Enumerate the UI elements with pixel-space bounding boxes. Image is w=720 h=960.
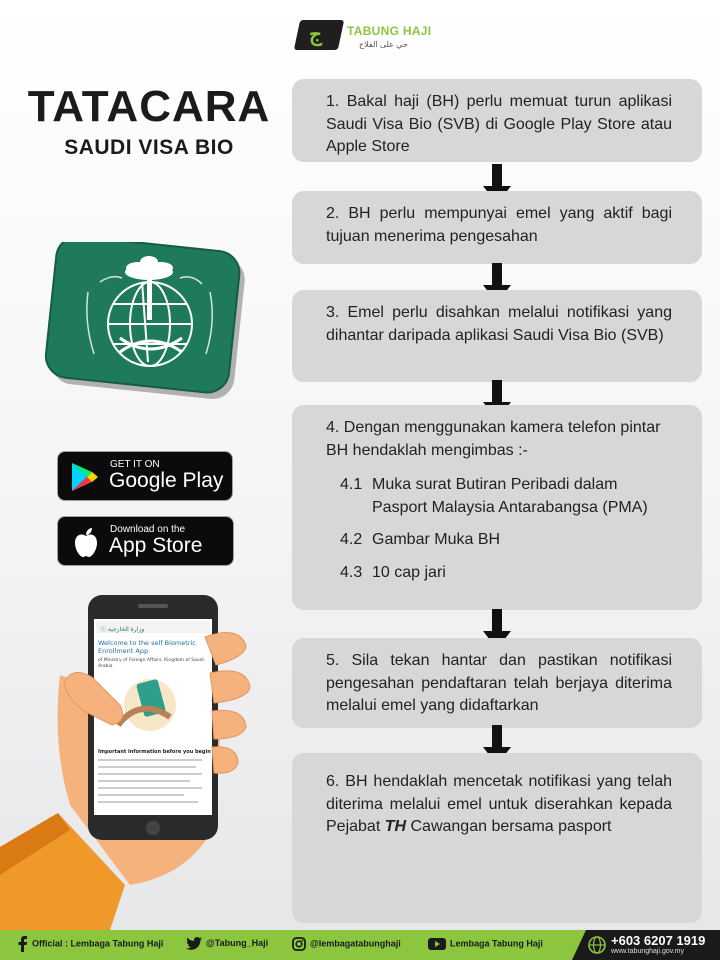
footer-facebook[interactable] [18, 936, 163, 952]
step-4-item-number: 4.3 [340, 563, 363, 581]
brand-name: TABUNG HAJI [347, 24, 432, 38]
footer-website[interactable]: www.tabunghaji.gov.my [611, 948, 685, 955]
screen-welcome-text: Welcome to the self Biometric [98, 639, 196, 647]
screen-ministry-text: of Ministry of Foreign Affairs, Kingdom of Saudi [98, 658, 204, 663]
step-4-box [292, 405, 702, 610]
phone-in-hand-illustration [0, 585, 290, 930]
globe-phone-icon [588, 936, 606, 954]
svg-text:Arabia: Arabia [98, 664, 113, 669]
step-6-text [326, 771, 672, 839]
footer-bar [0, 930, 720, 960]
footer-phone[interactable]: +603 6207 1919 [611, 933, 706, 948]
step-2-text: 2. BH perlu mempunyai emel yang aktif bagi tujuan menerima pengesahan [326, 205, 672, 245]
step-3-text: 3. Emel perlu disahkan melalui notifikasi yang dihantar daripada aplikasi Saudi Visa Bio (SVB) [326, 304, 672, 344]
step-4-item-number: 4.2 [340, 531, 363, 548]
step-3-box [292, 290, 702, 382]
step-4-item-text: Muka surat Butiran Peribadi dalam Pasport Malaysia Antarabangsa (PMA) [372, 476, 648, 516]
google-play-small-label: GET IT ON [110, 459, 160, 470]
step-4-item [326, 529, 672, 552]
step-4-item-number: 4.1 [340, 476, 363, 493]
page-subtitle: SAUDI VISA BIO [64, 136, 234, 159]
app-store-big-label: App Store [109, 534, 203, 557]
svg-text:Enrollment App: Enrollment App [98, 647, 149, 655]
step-4-text: 4. Dengan menggunakan kamera telefon pintar BH hendaklah mengimbas :- [326, 419, 661, 459]
svg-text:ⓢ وزارة الخارجية: ⓢ وزارة الخارجية [100, 626, 145, 633]
footer-facebook-label: Official : Lembaga Tabung Haji [32, 938, 164, 949]
footer-twitter[interactable] [186, 937, 268, 950]
apple-icon [72, 526, 100, 558]
step-6-text-end: Cawangan bersama pasport [406, 818, 612, 835]
step-6-emphasis: TH [384, 818, 407, 835]
step-1-box [292, 79, 702, 162]
google-play-icon [70, 461, 100, 493]
tabung-haji-logo [297, 18, 447, 54]
step-4-item [326, 562, 672, 585]
step-4-item-text: Gambar Muka BH [372, 531, 501, 548]
instagram-icon [292, 937, 306, 951]
screen-info-heading: Important information before you begin [98, 749, 211, 755]
facebook-icon [18, 936, 28, 952]
footer-youtube-label: Lembaga Tabung Haji [450, 938, 543, 949]
step-5-text: 5. Sila tekan hantar dan pastikan notifikasi pengesahan pendaftaran telah berjaya diterima melalui emel yang didaftarkan [326, 652, 672, 714]
step-4-item-text: 10 cap jari [372, 563, 446, 581]
step-5-box [292, 638, 702, 728]
footer-instagram[interactable] [292, 937, 401, 951]
step-2-box [292, 191, 702, 264]
step-6-box [292, 753, 702, 923]
google-play-button[interactable] [57, 451, 233, 501]
youtube-icon [428, 938, 446, 950]
app-store-button[interactable] [57, 516, 234, 566]
footer-youtube[interactable] [428, 938, 543, 950]
step-4-item [326, 474, 672, 519]
page-title: TATACARA [27, 82, 271, 131]
twitter-icon [186, 937, 202, 950]
brand-tagline: حي على الفلاح [359, 40, 408, 49]
google-play-big-label: Google Play [109, 469, 224, 492]
footer-twitter-label: @Tabung_Haji [206, 937, 269, 948]
step-1-text: 1. Bakal haji (BH) perlu memuat turun aplikasi Saudi Visa Bio (SVB) di Google Play Store atau Apple Store [326, 93, 672, 155]
saudi-visa-bio-app-icon [42, 242, 254, 400]
logo-glyph-icon: ج [309, 22, 322, 46]
app-store-small-label: Download on the [110, 524, 186, 535]
step-6-text-start: 6. BH hendaklah mencetak notifikasi yang telah diterima melalui emel untuk diserahkan kepada Pejabat [326, 773, 672, 835]
footer-instagram-label: @lembagatabunghaji [310, 938, 401, 949]
